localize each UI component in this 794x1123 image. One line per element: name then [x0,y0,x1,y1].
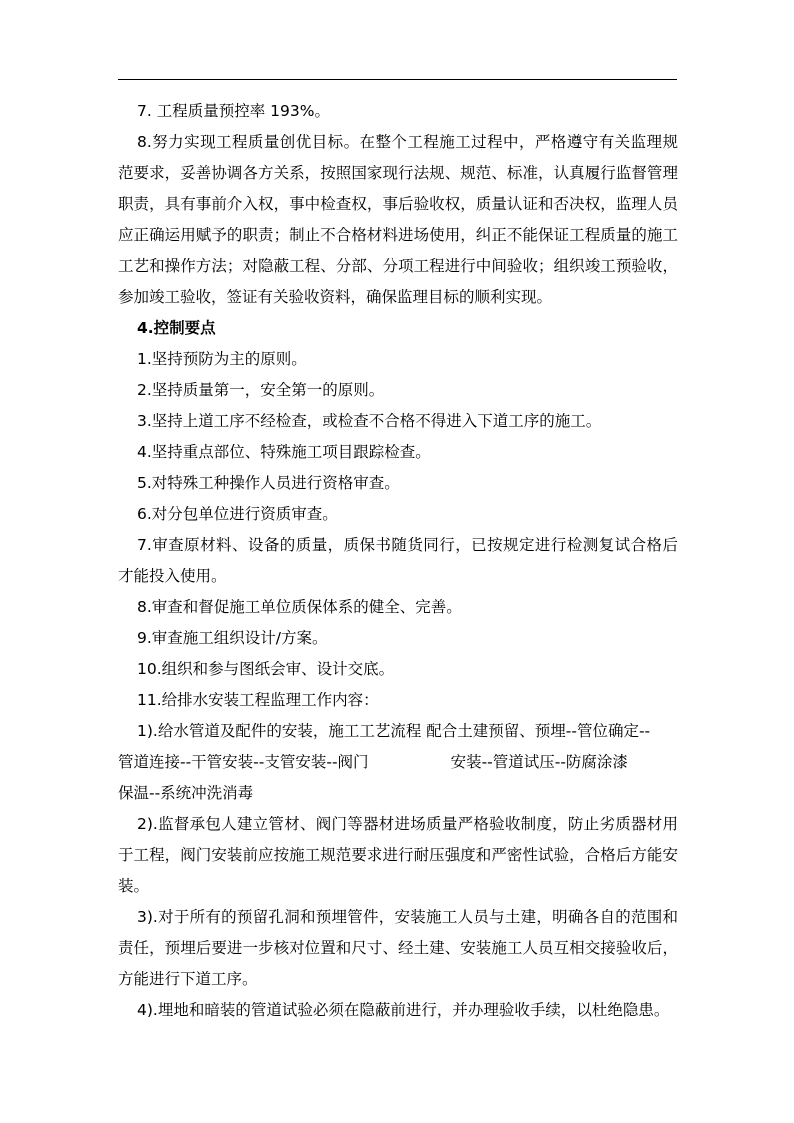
list-item: 5.对特殊工种操作人员进行资格审查。 [137,474,400,492]
list-item: 7.审查原材料、设备的质量，质保书随货同行，已按规定进行检测复试合格后才能投入使用。 [118,536,678,585]
sub-item-1-line-1: 1).给水管道及配件的安装，施工工艺流程 配合土建预留、预埋--管位确定-- [137,722,651,740]
list-item: 3.坚持上道工序不经检查，或检查不合格不得进入下道工序的施工。 [137,412,602,430]
list-item: 4.坚持重点部位、特殊施工项目跟踪检查。 [137,443,431,461]
paragraph-item-8: 8.努力实现工程质量创优目标。在整个工程施工过程中，严格遵守有关监理规范要求，妥善协调各方关系，按照国家现行法规、规范、标准，认真履行监督管理职责，具有事前介入权，事中检查权，事后验收权，质量认证和否决权，监理人员应正确运用赋予的职责；制止不合格材料进场使用，纠正不能保证工程质量的施工工艺和操作方法；对隐蔽工程、分部、分项工程进行中间验收；组织竣工预验收，参加竣工验收，签证有关验收资料，确保监理目标的顺利实现。 [118,133,678,306]
sub-item-3: 3).对于所有的预留孔洞和预埋管件，安装施工人员与土建，明确各自的范围和责任，预埋后要进一步核对位置和尺寸、经土建、安装施工人员互相交接验收后，方能进行下道工序。 [118,908,678,988]
sub-item-1-line-3: 保温--系统冲洗消毒 [118,784,254,802]
list-item: 8.审查和督促施工单位质保体系的健全、完善。 [137,598,462,616]
header-rule [118,79,677,80]
sub-item-4: 4).埋地和暗装的管道试验必须在隐蔽前进行，并办理验收手续，以杜绝隐患。 [137,1001,670,1019]
sub-item-1-line-2 [118,747,678,778]
list-item: 6.对分包单位进行资质审查。 [137,505,338,523]
document-body [118,96,678,1026]
sub-item-1 [118,716,678,809]
list-item: 9.审查施工组织设计/方案。 [137,629,328,647]
list-item: 10.组织和参与图纸会审、设计交底。 [137,660,395,678]
sub-item-2: 2).监督承包人建立管材、阀门等器材进场质量严格验收制度，防止劣质器材用于工程，阀门安装前应按施工规范要求进行耐压强度和严密性试验，合格后方能安装。 [118,815,678,895]
sub-item-1-line-2-part-a: 管道连接--干管安装--支管安装--阀门 [118,753,369,771]
section-heading: 4.控制要点 [137,319,216,337]
list-item: 2.坚持质量第一，安全第一的原则。 [137,381,385,399]
sub-item-1-line-2-part-b: 安装--管道试压--防腐涂漆 [450,753,628,771]
paragraph-item-7: 7. 工程质量预控率 193%。 [137,102,330,120]
list-item: 11.给排水安装工程监理工作内容： [137,691,379,709]
list-item: 1.坚持预防为主的原则。 [137,350,307,368]
